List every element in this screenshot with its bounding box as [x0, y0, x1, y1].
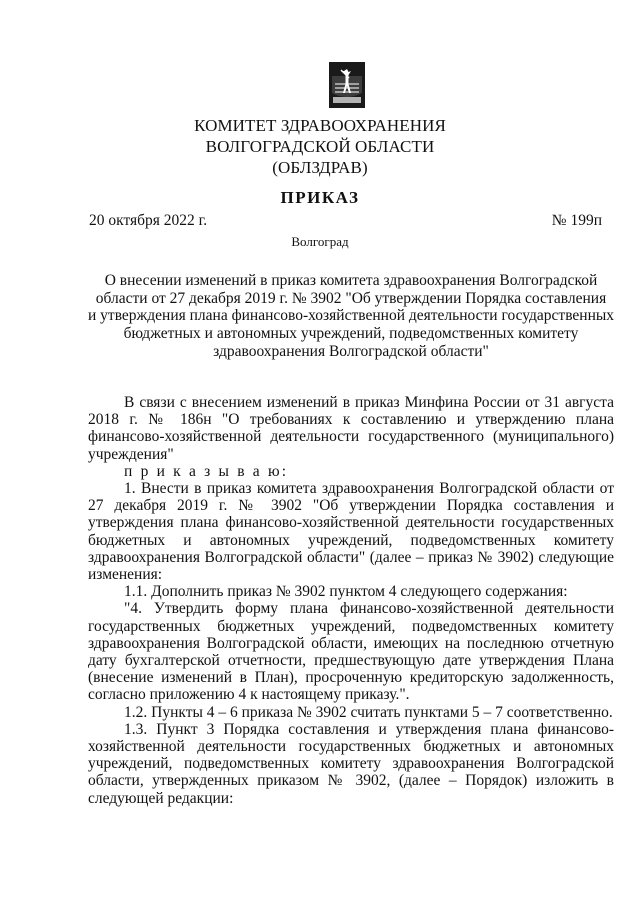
order-word: п р и к а з ы в а ю:: [124, 462, 289, 480]
item-1-2-paragraph: 1.2. Пункты 4 – 6 приказа № 3902 считать пунктами 5 – 7 соответственно.: [124, 703, 613, 721]
document-subject: [88, 272, 614, 361]
document-number: № 199п: [551, 212, 602, 229]
document-date: 20 октября 2022 г.: [89, 212, 208, 229]
document-city: Волгоград: [291, 234, 349, 249]
item-1-3-paragraph: 1.3. Пункт 3 Порядка составления и утверждения плана финансово-хозяйственной деятельности государственных бюджетных и автономных учреждений, подведомственных комитету здравоохранения Волгоградской области, утвержденных приказом № 3902, (далее – Порядок) изложить в следующей редакции:: [88, 720, 614, 807]
org-name-line-3: (ОБЛЗДРАВ): [272, 158, 368, 177]
item-1-1-paragraph: 1.1. Дополнить приказ № 3902 пунктом 4 следующего содержания:: [124, 583, 568, 601]
item-4-quote-paragraph: "4. Утвердить форму плана финансово-хозяйственной деятельности государственных бюджетных учреждений, подведомственных комитету здравоохранения Волгоградской области, имеющих на последнюю отчетную дату бухгалтерской отчетности, предшествующую дате утверждения Плана (внесение изменений в План), просроченную кредиторскую задолженность, согласно приложению 4 к настоящему приказу.".: [88, 600, 614, 704]
subject-line: здравоохранения Волгоградской области": [213, 342, 489, 360]
subject-line: О внесении изменений в приказ комитета здравоохранения Волгоградской: [104, 272, 598, 289]
org-name-line-2: ВОЛГОГРАДСКОЙ ОБЛАСТИ: [205, 137, 435, 156]
item-1-paragraph: 1. Внести в приказ комитета здравоохранения Волгоградской области от 27 декабря 2019 г. № 3902 "Об утверждении Порядка составления и утверждения плана финансово-хозяйственной деятельности государственных бюджетных и автономных учреждений, подведомственных комитету здравоохранения Волгоградской области" (далее – приказ № 3902) следующие изменения:: [88, 480, 614, 584]
volgograd-coat-of-arms-icon: [329, 62, 365, 108]
preamble-paragraph: В связи с внесением изменений в приказ Минфина России от 31 августа 2018 г. № 186н "О требованиях к составлению и утверждению плана финансово-хозяйственной деятельности государственного (муниципального) учреждения": [88, 394, 614, 463]
org-name-line-1: КОМИТЕТ ЗДРАВООХРАНЕНИЯ: [194, 116, 446, 135]
document-title: ПРИКАЗ: [280, 188, 360, 207]
organization-header: [0, 115, 640, 178]
document-body: [88, 394, 614, 807]
subject-line: бюджетных и автономных учреждений, подведомственных комитету: [123, 325, 579, 343]
subject-line: области от 27 декабря 2019 г. № 3902 "Об утверждении Порядка составления: [95, 289, 607, 307]
subject-line: и утверждения плана финансово-хозяйственной деятельности государственных: [88, 307, 615, 325]
